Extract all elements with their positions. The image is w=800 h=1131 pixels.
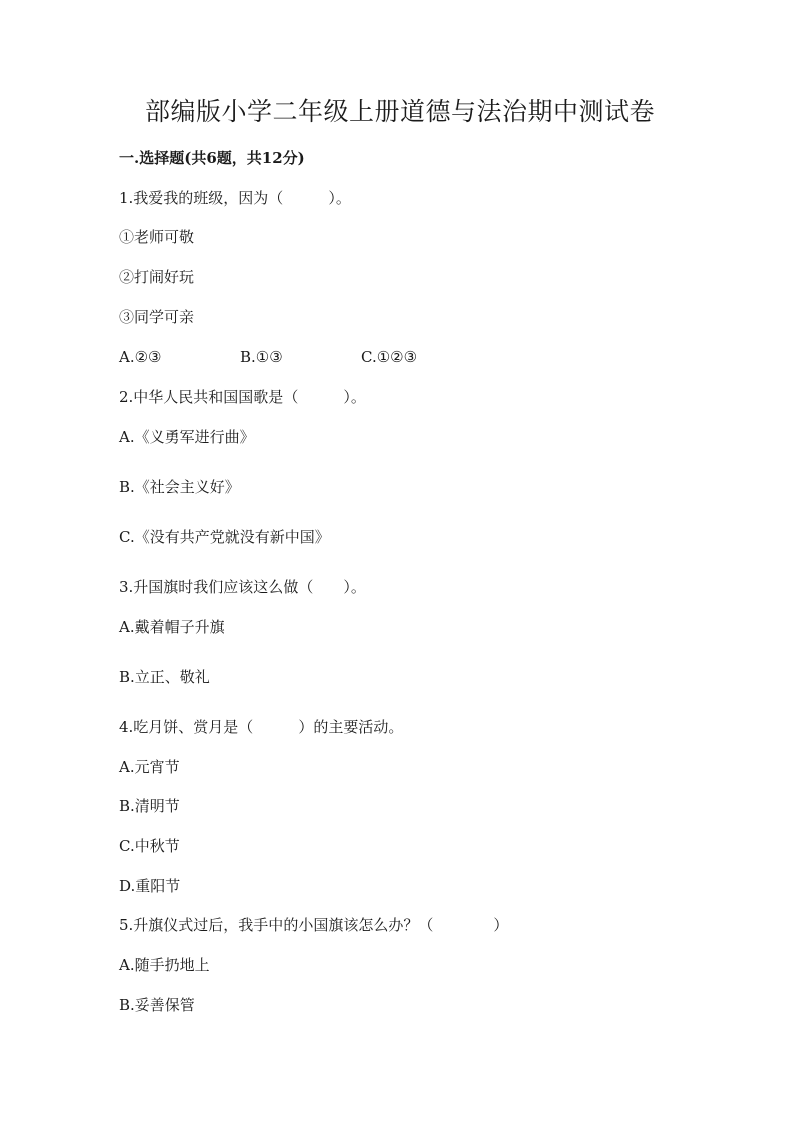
question-1-statement-3: ③同学可亲 [119,308,195,326]
question-5-option-b[interactable]: B.妥善保管 [119,996,195,1014]
question-4-option-d[interactable]: D.重阳节 [119,877,181,895]
question-3-option-a[interactable]: A.戴着帽子升旗 [119,618,225,636]
question-1-stem: 1.我爱我的班级，因为（ ）。 [119,189,351,207]
question-1-statement-1: ①老师可敬 [119,228,195,246]
question-1-option-b[interactable]: B.①③ [240,348,283,366]
question-4-stem: 4.吃月饼、赏月是（ ）的主要活动。 [119,718,404,736]
question-2-option-c[interactable]: C.《没有共产党就没有新中国》 [119,528,330,546]
question-2-option-a[interactable]: A.《义勇军进行曲》 [119,428,255,446]
question-5-stem: 5.升旗仪式过后，我手中的小国旗该怎么办？（ ） [119,916,509,934]
question-4-option-b[interactable]: B.清明节 [119,797,180,815]
question-4-option-a[interactable]: A.元宵节 [119,758,180,776]
question-2-stem: 2.中华人民共和国国歌是（ ）。 [119,388,366,406]
question-1-options [119,346,417,368]
question-3-option-b[interactable]: B.立正、敬礼 [119,668,210,686]
question-3-stem: 3.升国旗时我们应该这么做（ ）。 [119,578,366,596]
question-1-option-a[interactable]: A.②③ [119,348,162,366]
section-heading: 一.选择题(共6题，共12分) [119,149,305,167]
question-1-option-c[interactable]: C.①②③ [361,348,418,366]
question-1-statement-2: ②打闹好玩 [119,268,195,286]
exam-title: 部编版小学二年级上册道德与法治期中测试卷 [144,97,655,126]
question-5-option-a[interactable]: A.随手扔地上 [119,956,210,974]
question-4-option-c[interactable]: C.中秋节 [119,837,180,855]
question-2-option-b[interactable]: B.《社会主义好》 [119,478,240,496]
